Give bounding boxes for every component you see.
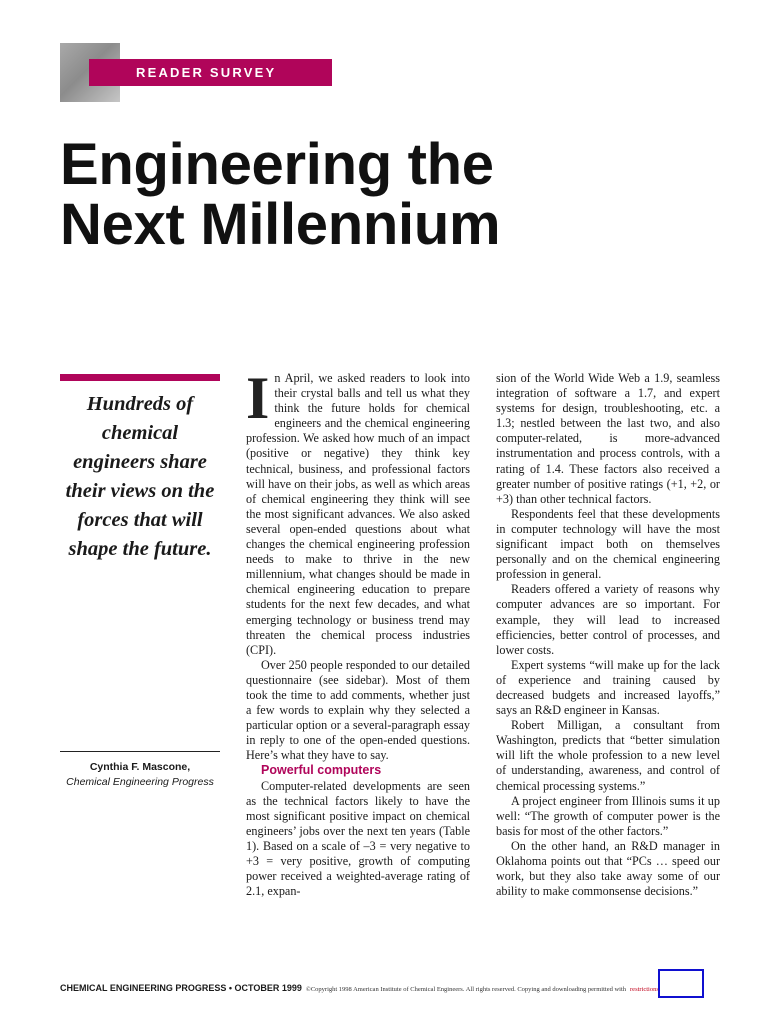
paragraph: Over 250 people responded to our detailed questionnaire (see sidebar). Most of them took the time to add comments, whether just a few words to explain why they selected a particular option or a several-paragraph essay in reply to one of the open-ended questions. Here’s what they have to say. [246, 657, 470, 763]
paragraph: Readers offered a variety of reasons why computer advances are so important. For example, they will lead to increased efficiencies, better control of processes, and lower costs. [496, 582, 720, 657]
paragraph: Robert Milligan, a consultant from Washington, predicts that “better simulation will lift the whole profession to a new level of understanding, awareness, and control of chemical processing systems.” [496, 718, 720, 793]
article-column-2 [496, 371, 720, 899]
paragraph: Computer-related developments are seen as the technical factors likely to have the most significant positive impact on chemical engineers’ jobs over the next ten years (Table 1). Based on a scale of –3 = very negative to +3 = very positive, growth of computing power received a weighted-average rating of 2.1, expan- [246, 778, 470, 899]
byline-publication: Chemical Engineering Progress [66, 776, 214, 788]
byline-rule [60, 751, 220, 752]
headline-line2: Next Millennium [60, 192, 501, 257]
footer-magazine: CHEMICAL ENGINEERING PROGRESS • OCTOBER 1999 [60, 983, 302, 993]
paragraph: Respondents feel that these developments in computer technology will have the most significant impact both on themselves personally and on the chemical engineering profession in general. [496, 506, 720, 582]
headline [60, 132, 501, 257]
paragraph: On the other hand, an R&D manager in Oklahoma points out that “PCs … speed our work, but they also take away some of our ability to make commonsense decisions.” [496, 838, 720, 899]
byline-name: Cynthia F. Mascone, [89, 761, 191, 773]
footer-copyright: ©Copyright 1998 American Institute of Chemical Engineers. All rights reserved. Copying and downloading permitted with [305, 986, 627, 993]
drop-cap: I [246, 365, 270, 431]
pull-quote: Hundreds of chemical engineers share their views on the forces that will shape the future. [65, 393, 215, 560]
paragraph: n April, we asked readers to look into their crystal balls and tell us what they think the future holds for chemical engineers and the chemical engineering profession. We asked how much of an impact (positive or negative) they think key technical, business, and professional factors will have on their jobs, as well as which areas of chemical engineering they think will see the most significant advances. We also asked several open-ended questions about what changes the chemical engineering profession needs to make to thrive in the new millennium, what changes should be made in chemical engineering education to prepare students for the next few decades, and what emerging technology or business trend may threaten the chemical process industries (CPI). [246, 371, 470, 657]
page-footer [60, 978, 661, 996]
paragraph: Expert systems “will make up for the lack of experience and training caused by decreased budgets and increased layoffs,” says an R&D engineer in Kansas. [496, 657, 720, 718]
restrictions-link[interactable]: restrictions. [630, 986, 661, 993]
headline-line1: Engineering the [60, 132, 494, 197]
subhead-powerful-computers: Powerful computers [261, 763, 382, 778]
pull-quote-rule [60, 374, 220, 381]
section-tag: READER SURVEY [136, 65, 277, 80]
article-column-1 [246, 365, 470, 899]
paragraph: A project engineer from Illinois sums it up well: “The growth of computer power is the basis for most of the other factors.” [496, 793, 720, 838]
restrictions-highlight-box [658, 969, 704, 998]
paragraph: sion of the World Wide Web a 1.9, seamless integration of software a 1.7, and expert systems for design, troubleshooting, etc. a 1.3; nestled between the last two, and also computer-related, is more-advanced instrumentation and process controls, with a rating of 1.4. These factors also received a greater number of positive ratings (+1, +2, or +3) than other technical factors. [496, 371, 720, 506]
